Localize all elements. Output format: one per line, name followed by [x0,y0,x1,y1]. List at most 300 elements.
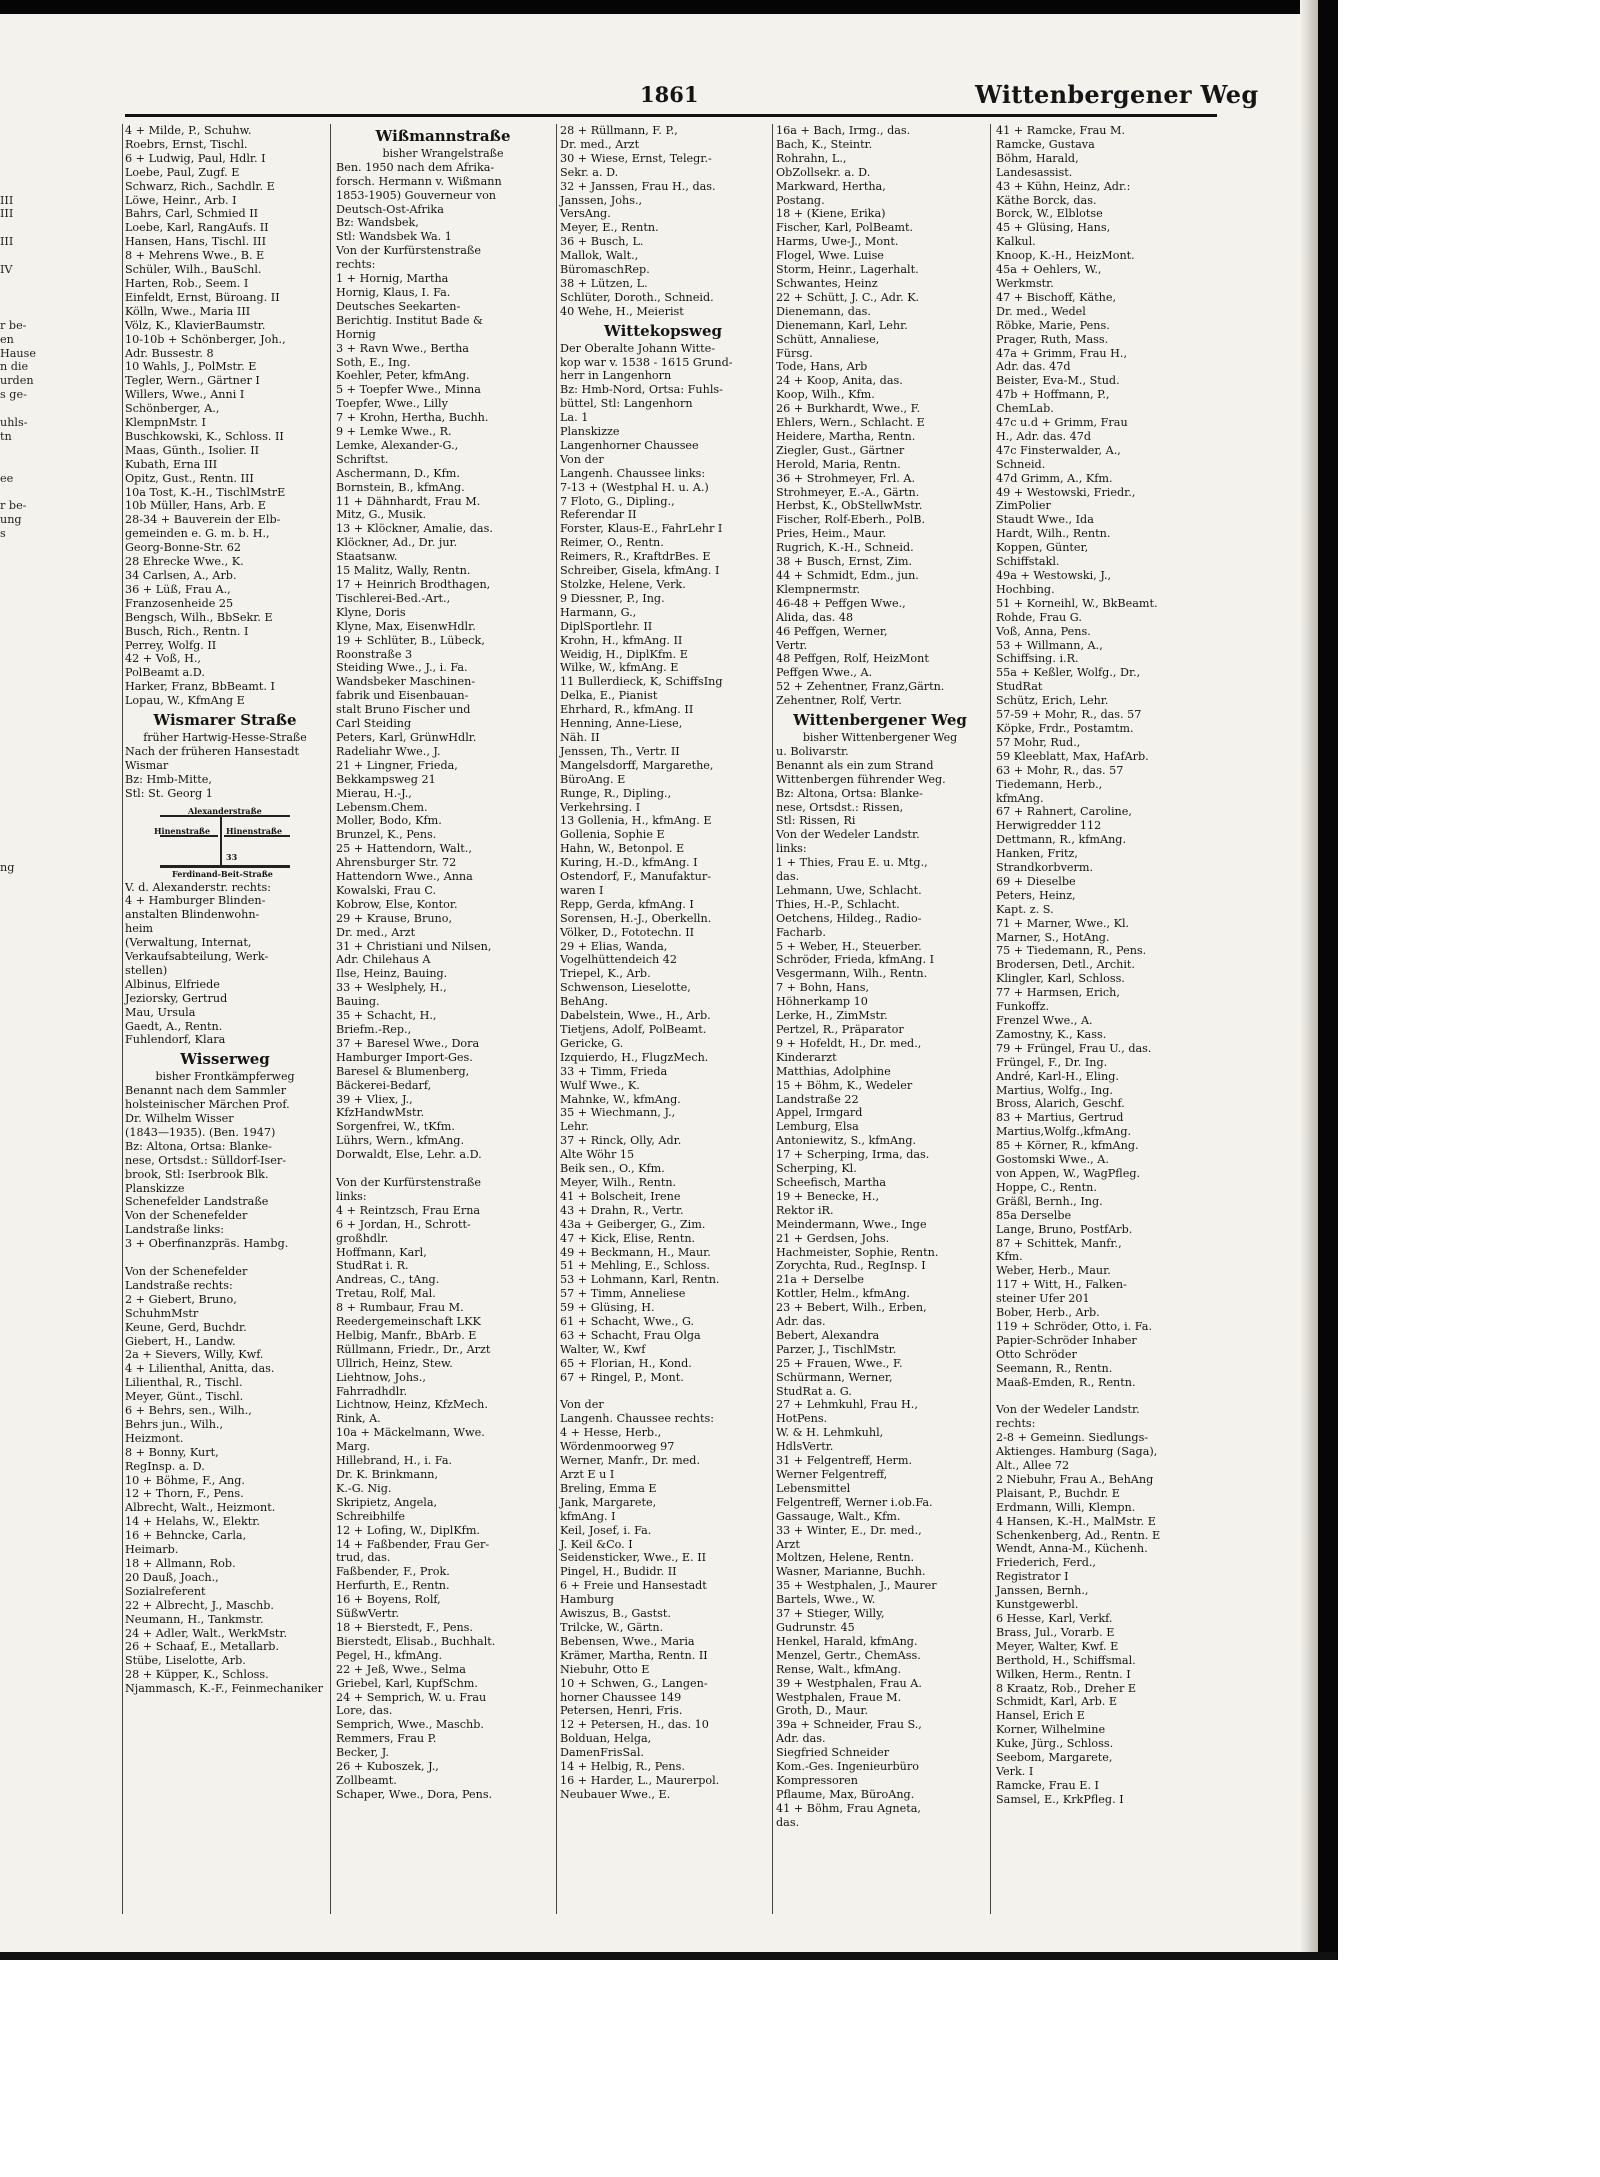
directory-entry: Stübe, Liselotte, Arb. [125,1654,246,1668]
directory-entry: Von der Wedeler Landstr. [776,828,920,842]
directory-entry: 13 + Klöckner, Amalie, das. [336,522,493,536]
edge-fragment-line [0,305,32,319]
directory-entry: Lopau, W., KfmAng E [125,694,245,708]
directory-entry: Mallok, Walt., [560,249,639,263]
directory-entry: 67 + Ringel, P., Mont. [560,1370,684,1384]
directory-entry: 57 Mohr, Rud., [996,735,1081,749]
directory-entry: Klempnermstr. [776,582,861,596]
edge-fragment-line [0,166,32,180]
directory-entry: Alida, das. 48 [776,610,854,624]
directory-entry: Dr. K. Brinkmann, [336,1468,439,1481]
directory-entry: 11 + Dähnhardt, Frau M. [336,494,481,508]
directory-entry: Seebom, Margarete, [996,1751,1113,1765]
directory-entry: Mitz, G., Musik. [336,508,427,522]
directory-entry: Näh. II [560,730,600,744]
directory-entry: Moller, Bodo, Kfm. [336,814,442,828]
directory-entry [125,1251,325,1265]
directory-entry: 67 + Rahnert, Caroline, [996,805,1132,819]
directory-entry: 75 + Tiedemann, R., Pens. [996,944,1147,958]
directory-entry [336,1162,550,1176]
directory-entry: 57-59 + Mohr, R., das. 57 [996,708,1142,722]
directory-entry: 2a + Sievers, Willy, Kwf. [125,1348,264,1362]
directory-entry: Gollenia, Sophie E [560,828,665,842]
directory-column-5 [996,124,1206,1807]
directory-entry: Ehrhard, R., kfmAng. II [560,703,694,717]
directory-entry: Stolzke, Helene, Verk. [560,578,686,591]
directory-entry: Vesgermann, Wilh., Rentn. [776,967,928,981]
directory-entry: Wilken, Herm., Rentn. I [996,1667,1131,1681]
directory-entry: Groth, D., Maur. [776,1704,869,1718]
directory-entry: Awiszus, B., Gastst. [560,1607,671,1621]
directory-entry: Roonstraße 3 [336,647,413,661]
directory-entry: 6 + Behrs, sen., Wilh., [125,1404,252,1418]
directory-entry: Dienemann, Karl, Lehr. [776,318,908,332]
street-former-name: bisher Wittenbergener Weg [802,730,958,744]
directory-entry: 21 + Lingner, Frieda, [336,758,458,772]
directory-entry: 32 + Janssen, Frau H., das. [560,179,716,193]
directory-entry: 4 + Hamburger Blinden- [125,894,266,908]
running-head: Wittenbergener Weg [975,80,1259,109]
directory-entry: Wördenmoorweg 97 [560,1440,675,1454]
directory-entry: stalt Bruno Fischer und [336,703,471,717]
directory-entry: Perrey, Wolfg. II [125,638,217,652]
directory-entry: Fischer, Karl, PolBeamt. [776,221,914,235]
directory-entry: Von der Schenefelder [125,1209,248,1223]
directory-entry: Schwantes, Heinz [776,276,878,290]
directory-entry: nese, Ortsdst.: Sülldorf-Iser- [125,1153,287,1167]
directory-entry: Einfeldt, Ernst, Büroang. II [125,290,280,304]
directory-entry: Adr. das. 47d [996,360,1071,374]
directory-entry: Bach, K., Steintr. [776,137,873,151]
directory-entry: Maas, Günth., Isolier. II [125,443,260,457]
edge-fragment-line: III [0,207,14,221]
directory-entry: Rektor iR. [776,1203,834,1217]
street-heading: Wittekopsweg [604,321,722,340]
directory-entry: Breling, Emma E [560,1481,657,1495]
directory-entry: 18 + Allmann, Rob. [125,1557,236,1570]
directory-entry: Von der Wedeler Landstr. [996,1403,1140,1417]
directory-entry: Dorwaldt, Else, Lehr. a.D. [336,1148,482,1162]
directory-entry: Harten, Rob., Seem. I [125,276,249,290]
directory-entry: Staudt Wwe., Ida [996,513,1094,527]
directory-entry: Reedergemeinschaft LKK [336,1315,481,1329]
directory-entry: Kowalski, Frau C. [336,883,437,897]
directory-entry: Menzel, Gertr., ChemAss. [776,1648,921,1662]
directory-entry: Wismar [125,758,169,772]
directory-entry: 10b Müller, Hans, Arb. E [125,499,266,513]
directory-entry: Bäckerei-Bedarf, [336,1078,432,1092]
directory-entry: Neubauer Wwe., E. [560,1787,671,1801]
directory-entry: Storm, Heinr., Lagerhalt. [776,263,919,277]
directory-entry: Peters, Karl, GrünwHdlr. [336,730,477,744]
directory-entry: Schmidt, Karl, Arb. E [996,1695,1118,1709]
directory-entry: 63 + Schacht, Frau Olga [560,1328,701,1342]
directory-entry: 12 + Lofing, W., DiplKfm. [336,1523,480,1537]
directory-entry: 41 + Ramcke, Frau M. [996,124,1126,137]
directory-entry: 87 + Schittek, Manfr., [996,1236,1122,1250]
directory-entry: Bebert, Alexandra [776,1328,880,1342]
directory-entry: Korner, Wilhelmine [996,1723,1106,1737]
directory-entry: Hornig, Klaus, I. Fa. [336,285,451,299]
directory-entry: StudRat [996,680,1043,694]
directory-entry: Wittenbergen führender Weg. [776,772,946,786]
directory-entry: Schriftst. [336,452,389,466]
directory-entry: 14 + Faßbender, Frau Ger- [336,1537,490,1551]
directory-entry: (1843—1935). (Ben. 1947) [125,1125,276,1139]
directory-entry: Schüler, Wilh., BauSchl. [125,263,262,277]
directory-entry: PolBeamt a.D. [125,666,205,680]
directory-entry: Gaedt, A., Rentn. [125,1019,223,1033]
directory-entry: u. Bolivarstr. [776,744,849,758]
directory-entry: 24 + Koop, Anita, das. [776,374,903,388]
directory-entry: 10a Tost, K.-H., TischlMstrE [125,485,286,499]
directory-entry: 35 + Westphalen, J., Maurer [776,1579,937,1593]
directory-entry: 37 + Rinck, Olly, Adr. [560,1134,682,1148]
directory-entry: Lührs, Wern., kfmAng. [336,1134,464,1148]
directory-entry: Mangelsdorff, Margarethe, [560,758,714,772]
directory-entry: Strandkorbverm. [996,861,1094,875]
directory-entry: Steiding Wwe., J., i. Fa. [336,661,468,675]
directory-entry: Georg-Bonne-Str. 62 [125,541,241,555]
directory-entry: Adr. das. [776,1732,826,1746]
directory-entry: Dabelstein, Wwe., H., Arb. [560,1009,711,1023]
directory-entry: Sekr. a. D. [560,165,619,179]
directory-entry: Vertr. [776,638,808,652]
edge-fragment-line: en [0,332,14,346]
directory-entry: Fischer, Rolf-Eberh., PolB. [776,513,925,527]
directory-entry: Maaß-Emden, R., Rentn. [996,1375,1136,1389]
edge-fragment-line [0,652,32,666]
directory-entry: Bauing. [336,995,380,1009]
directory-entry: W. & H. Lehmkuhl, [776,1426,884,1440]
edge-fragment-line: III [0,235,14,249]
directory-entry: 6 + Ludwig, Paul, Hdlr. I [125,151,266,165]
map-street-label: Hinenstraße [226,825,283,836]
directory-entry: Ramcke, Frau E. I [996,1778,1099,1792]
directory-entry: Aktienges. Hamburg (Saga), [996,1445,1158,1459]
directory-entry: Lehr. [560,1120,589,1134]
directory-entry: ZimPolier [996,499,1051,513]
directory-entry: Verk. I [996,1764,1034,1778]
directory-entry: Mau, Ursula [125,1005,196,1019]
edge-fragment-line [0,931,32,945]
edge-fragment-line [0,180,32,194]
directory-entry: Tietjens, Adolf, PolBeamt. [560,1023,707,1036]
directory-entry: Weber, Herb., Maur. [996,1264,1111,1278]
edge-fragment-line [0,847,32,861]
edge-fragment-line: s ge- [0,388,27,402]
directory-entry: VersAng. [560,207,611,221]
directory-entry: 47 + Kick, Elise, Rentn. [560,1231,696,1245]
directory-entry: büttel, Stl: Langenhorn [560,397,693,411]
directory-entry: Knoop, K.-H., HeizMont. [996,249,1135,263]
directory-entry: Weidig, H., DiplKfm. E [560,647,688,661]
directory-entry: Giebert, H., Landw. [125,1334,236,1348]
directory-entry: Kuring, H.-D., kfmAng. I [560,856,698,870]
directory-entry: 59 + Glüsing, H. [560,1301,655,1315]
directory-entry: Oetchens, Hildeg., Radio- [776,911,922,925]
edge-fragment-line [0,750,32,764]
edge-fragment-line [0,903,32,917]
directory-entry: links: [336,1189,367,1203]
street-heading: Wittenbergener Weg [793,711,967,730]
directory-entry: Bebensen, Wwe., Maria [560,1634,695,1648]
directory-entry: 30 + Wiese, Ernst, Telegr.- [560,151,712,165]
directory-entry: Fürsg. [776,346,813,360]
directory-entry: Voß, Anna, Pens. [996,624,1091,638]
directory-entry: Meindermann, Wwe., Inge [776,1217,927,1231]
directory-column-2 [336,124,550,1802]
directory-entry: 26 + Burkhardt, Wwe., F. [776,402,921,416]
edge-fragment-line [0,249,32,263]
directory-entry: Bierstedt, Elisab., Buchhalt. [336,1634,496,1648]
directory-entry: Jenssen, Th., Vertr. II [560,744,680,758]
directory-entry: Hoffmann, Karl, [336,1245,427,1259]
directory-entry: Hoppe, C., Rentn. [996,1180,1097,1194]
directory-entry: das. [776,870,800,884]
directory-entry: 14 + Helbig, R., Pens. [560,1760,685,1774]
directory-entry: Papier-Schröder Inhaber [996,1333,1137,1347]
directory-entry: Buschkowski, K., Schloss. II [125,429,284,443]
directory-entry: Deutsch-Ost-Afrika [336,202,444,216]
directory-entry: 16 + Harder, L., Maurerpol. [560,1773,720,1787]
directory-entry: links: [776,842,807,856]
edge-fragment-line [0,458,32,472]
directory-entry: Peters, Heinz, [996,888,1076,902]
directory-entry: Heidere, Martha, Rentn. [776,429,916,443]
directory-entry: Staatsanw. [336,550,398,564]
directory-entry: Marner, S., HotAng. [996,930,1110,944]
directory-entry: 7 + Bohn, Hans, [776,981,870,995]
directory-entry: Koehler, Peter, kfmAng. [336,369,470,383]
directory-entry: Kalkul. [996,235,1036,249]
directory-entry: Fuhlendorf, Klara [125,1033,226,1047]
directory-entry: Berichtig. Institut Bade & [336,313,483,327]
directory-entry: Appel, Irmgard [776,1106,863,1120]
directory-entry: Berthold, H., Schiffsmal. [996,1653,1136,1667]
directory-entry [996,1389,1206,1403]
edge-fragment-line: s [0,527,6,541]
directory-entry: Henning, Anne-Liese, [560,717,683,731]
directory-entry: 35 + Schacht, H., [336,1009,437,1023]
directory-entry: Lehmann, Uwe, Schlacht. [776,883,922,897]
directory-entry: Felgentreff, Werner i.ob.Fa. [776,1495,933,1509]
directory-entry: Mahnke, W., kfmAng. [560,1092,681,1106]
directory-entry: 1 + Thies, Frau E. u. Mtg., [776,856,928,870]
edge-fragment-line [0,291,32,305]
edge-fragment-line [0,152,32,166]
edge-fragment-line [0,402,32,416]
directory-entry: KfzHandwMstr. [336,1106,425,1120]
directory-entry: Tischlerei-Bed.-Art., [336,591,451,605]
directory-entry: Kölln, Wwe., Maria III [125,304,251,318]
directory-entry: das. [776,1815,800,1829]
directory-entry: Werner Felgentreff, [776,1468,888,1481]
directory-entry: 10-10b + Schönberger, Joh., [125,332,286,346]
directory-entry: Schröder, Frieda, kfmAng. I [776,953,934,967]
directory-entry: 16 + Behncke, Carla, [125,1529,247,1543]
directory-entry: Repp, Gerda, kfmAng. I [560,897,694,911]
directory-entry: 8 + Rumbaur, Frau M. [336,1301,464,1315]
directory-entry: Wendt, Anna-M., Küchenh. [996,1542,1148,1556]
edge-fragment-line [0,722,32,736]
directory-entry: 51 + Korneihl, W., BkBeamt. [996,596,1158,610]
directory-entry: Arzt E u I [560,1468,615,1481]
directory-entry: 63 + Mohr, R., das. 57 [996,763,1124,777]
directory-entry: 4 + Milde, P., Schuhw. [125,124,252,137]
directory-entry: Pflaume, Max, BüroAng. [776,1787,915,1801]
directory-entry: Triepel, K., Arb. [560,967,651,981]
directory-entry: Izquierdo, H., FlugzMech. [560,1050,709,1064]
directory-column-1 [125,124,325,1696]
directory-entry: Bekkampsweg 21 [336,772,436,786]
directory-entry: 6 Hesse, Karl, Verkf. [996,1611,1113,1625]
directory-entry: Alte Wöhr 15 [560,1148,635,1162]
map-road [220,815,222,867]
directory-entry: Schütz, Erich, Lehr. [996,694,1109,708]
directory-entry: Ramcke, Gustava [996,137,1095,151]
directory-entry: Bahrs, Carl, Schmied II [125,207,259,221]
directory-entry: Bz: Hmb-Mitte, [125,772,212,786]
directory-entry: 33 + Winter, E., Dr. med., [776,1523,922,1537]
directory-entry [560,1385,766,1399]
directory-entry: Harmann, G., [560,605,637,619]
directory-entry: Reimers, R., KraftdrBes. E [560,550,711,564]
map-house-number: 33 [226,851,238,862]
directory-entry: Völz, K., KlavierBaumstr. [125,318,266,332]
directory-entry: Arzt [776,1537,800,1551]
street-former-name: bisher Frontkämpferweg [155,1070,295,1084]
directory-entry: Wulf Wwe., K. [560,1078,640,1092]
directory-entry: 19 + Benecke, H., [776,1189,880,1203]
directory-entry: Von der [560,452,604,466]
directory-entry: 6 + Jordan, H., Schrott- [336,1217,471,1231]
directory-entry: SchuhmMstr [125,1306,199,1320]
directory-entry: Brodersen, Detl., Archit. [996,958,1135,972]
directory-entry: Klyne, Max, EisenwHdlr. [336,619,476,633]
edge-fragment-line [0,736,32,750]
directory-entry: Nach der früheren Hansestadt [125,744,299,758]
directory-entry: Hillebrand, H., i. Fa. [336,1454,453,1468]
edge-fragment-line [0,221,32,235]
directory-entry: 22 + Albrecht, J., Maschb. [125,1598,274,1612]
edge-fragment-line [0,889,32,903]
directory-entry: Landesassist. [996,165,1073,179]
directory-entry: herr in Langenhorn [560,369,672,383]
directory-entry: Hattendorn Wwe., Anna [336,870,473,884]
directory-entry: heim [125,922,154,936]
directory-entry: Schreiber, Gisela, kfmAng. I [560,564,720,578]
directory-entry: Kubath, Erna III [125,457,218,471]
directory-entry: 57 + Timm, Anneliese [560,1287,686,1301]
directory-entry: Remmers, Frau P. [336,1732,437,1746]
directory-entry: V. d. Alexanderstr. rechts: [125,880,272,894]
directory-entry: Krohn, H., kfmAng. II [560,633,683,647]
directory-entry: 33 + Timm, Frieda [560,1064,668,1078]
directory-entry: 7-13 + (Westphal H. u. A.) [560,480,709,494]
directory-entry: Harker, Franz, BbBeamt. I [125,680,275,694]
edge-fragment-line [0,944,32,958]
directory-entry: Klyne, Doris [336,605,406,619]
directory-entry: 16 + Boyens, Rolf, [336,1593,441,1607]
directory-entry: 3 + Ravn Wwe., Bertha [336,341,469,355]
edge-fragment-line [0,819,32,833]
directory-entry: Opitz, Gust., Rentn. III [125,471,254,485]
directory-entry: Werner, Manfr., Dr. med. [560,1454,701,1468]
directory-entry: brook, Stl: Iserbrook Blk. [125,1167,269,1181]
directory-entry: Bengsch, Wilh., BbSekr. E [125,610,273,624]
directory-entry: Erdmann, Willi, Klempn. [996,1500,1136,1514]
edge-fragment-line: ee [0,471,14,485]
directory-entry: 43 + Kühn, Heinz, Adr.: [996,179,1131,193]
directory-entry: Runge, R., Dipling., [560,786,672,800]
edge-fragment-line: IV [0,263,13,277]
column-rule [990,124,991,1914]
map-street-label: Ferdinand-Beit-Straße [172,868,273,879]
edge-fragment-line [0,666,32,680]
directory-entry: Kom.-Ges. Ingenieurbüro [776,1760,919,1774]
directory-entry: 38 + Lützen, L. [560,276,648,290]
directory-entry: KlempnMstr. I [125,416,206,430]
directory-entry: Matthias, Adolphine [776,1064,891,1078]
directory-entry: Schlüter, Doroth., Schneid. [560,290,714,304]
directory-entry: 10 + Böhme, F., Ang. [125,1473,245,1487]
directory-entry: André, Karl-H., Eling. [996,1069,1119,1083]
directory-entry: Behrs jun., Wilh., [125,1417,224,1431]
directory-entry: Hahn, W., Betonpol. E [560,842,685,856]
directory-entry: 41 + Bolscheit, Irene [560,1189,681,1203]
directory-entry: 77 + Harmsen, Erich, [996,986,1120,1000]
directory-entry: 39 + Vliex, J., [336,1092,413,1106]
directory-entry: Ahrensburger Str. 72 [336,856,457,870]
directory-entry: Stl: Wandsbek Wa. 1 [336,230,452,244]
directory-entry: Janssen, Johs., [560,193,643,207]
directory-entry: Gostomski Wwe., A. [996,1153,1109,1167]
directory-entry: Dr. med., Arzt [560,137,640,151]
directory-entry: Skripietz, Angela, [336,1495,438,1509]
directory-entry: Dr. med., Wedel [996,304,1086,318]
directory-entry: Flogel, Wwe. Luise [776,249,884,263]
directory-entry: fabrik und Eisenbauan- [336,689,469,703]
street-heading: Wißmannstraße [375,127,511,145]
directory-entry: Schaper, Wwe., Dora, Pens. [336,1787,493,1801]
directory-entry: Heimarb. [125,1543,179,1557]
directory-entry: 49a + Westowski, J., [996,569,1112,582]
directory-entry: Löwe, Heinr., Arb. I [125,193,237,207]
directory-entry: 5 + Toepfer Wwe., Minna [336,383,481,397]
directory-entry: Schneid. [996,457,1046,471]
directory-entry: Lange, Bruno, PostfArb. [996,1222,1133,1236]
column-rule [330,124,331,1914]
directory-entry: 47d Grimm, A., Kfm. [996,471,1113,485]
directory-entry: HdlsVertr. [776,1440,834,1454]
edge-fragment-line [0,277,32,291]
directory-entry: Bartels, Wwe., W. [776,1593,876,1607]
directory-entry: Lebensm.Chem. [336,800,428,814]
directory-entry: Gericke, G. [560,1036,624,1050]
directory-entry: Wilke, W., kfmAng. E [560,661,679,675]
directory-entry: 34 Carlsen, A., Arb. [125,569,237,582]
directory-entry: Höhnerkamp 10 [776,995,868,1009]
directory-entry: 24 + Semprich, W. u. Frau [336,1690,487,1704]
directory-entry: Krämer, Martha, Rentn. II [560,1648,708,1662]
edge-fragment-line: tn [0,429,12,443]
directory-entry: Harms, Uwe-J., Mont. [776,235,899,249]
directory-entry: H., Adr. das. 47d [996,429,1091,443]
directory-entry: Landstraße links: [125,1223,225,1237]
directory-entry: Schreibhilfe [336,1509,405,1523]
edge-fragment-line [0,778,32,792]
